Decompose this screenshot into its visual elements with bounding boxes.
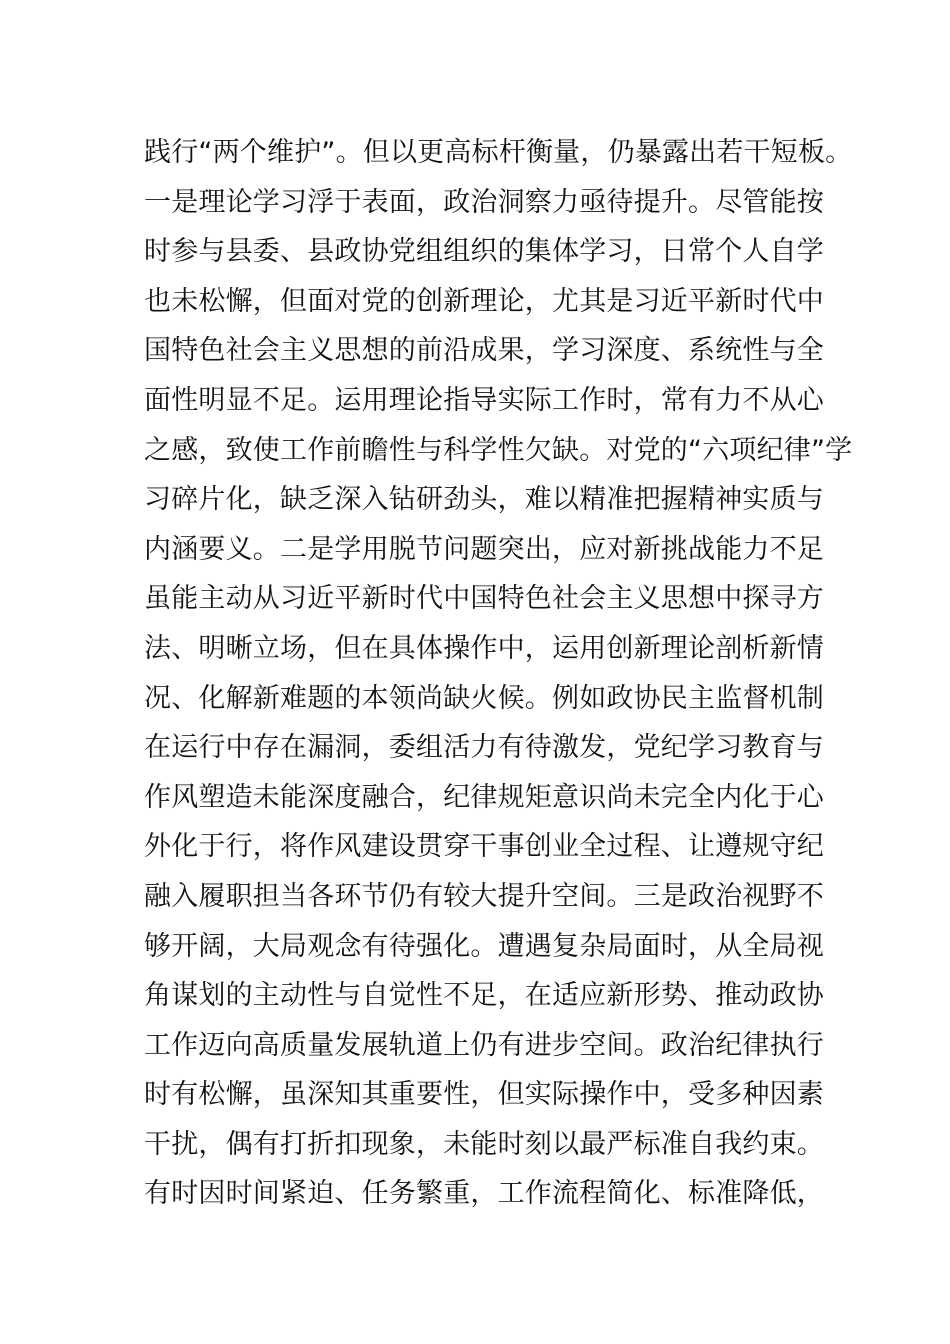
text-line: 面性明显不足。运用理论指导实际工作时，常有力不从心 [144,384,824,416]
text-line: 干扰，偶有打折扣现象，未能时刻以最严标准自我约束。 [144,1128,824,1160]
text-line: 工作迈向高质量发展轨道上仍有进步空间。政治纪律执行 [144,1029,824,1061]
text-line: 在运行中存在漏洞，委组活力有待激发，党纪学习教育与 [144,732,824,764]
text-line: 一是理论学习浮于表面，政治洞察力亟待提升。尽管能按 [144,186,824,218]
text-line: 有时因时间紧迫、任务繁重，工作流程简化、标准降低， [144,1178,824,1210]
text-line: 国特色社会主义思想的前沿成果，学习深度、系统性与全 [144,335,824,367]
text-line: 角谋划的主动性与自觉性不足，在适应新形势、推动政协 [144,980,824,1012]
text-line: 融入履职担当各环节仍有较大提升空间。三是政治视野不 [144,880,824,912]
text-line: 时有松懈，虽深知其重要性，但实际操作中，受多种因素 [144,1079,824,1111]
body-paragraph [144,128,853,1219]
text-line: 习碎片化，缺乏深入钻研劲头，难以精准把握精神实质与 [144,484,824,516]
text-line: 之感，致使工作前瞻性与科学性欠缺。对党的“六项纪律”学 [144,434,853,466]
text-line: 况、化解新难题的本领尚缺火候。例如政协民主监督机制 [144,682,824,714]
text-line: 也未松懈，但面对党的创新理论，尤其是习近平新时代中 [144,285,824,317]
text-line: 时参与县委、县政协党组组织的集体学习，日常个人自学 [144,236,824,268]
text-line: 外化于行，将作风建设贯穿干事创业全过程、让遵规守纪 [144,831,824,863]
text-line: 践行“两个维护”。但以更高标杆衡量，仍暴露出若干短板。 [144,137,853,168]
text-line: 虽能主动从习近平新时代中国特色社会主义思想中探寻方 [144,583,824,615]
text-line: 内涵要义。二是学用脱节问题突出，应对新挑战能力不足 [144,533,824,565]
text-line: 够开阔，大局观念有待强化。遭遇复杂局面时，从全局视 [144,930,824,962]
text-line: 法、明晰立场，但在具体操作中，运用创新理论剖析新情 [144,632,824,664]
text-line: 作风塑造未能深度融合，纪律规矩意识尚未完全内化于心 [144,781,824,813]
